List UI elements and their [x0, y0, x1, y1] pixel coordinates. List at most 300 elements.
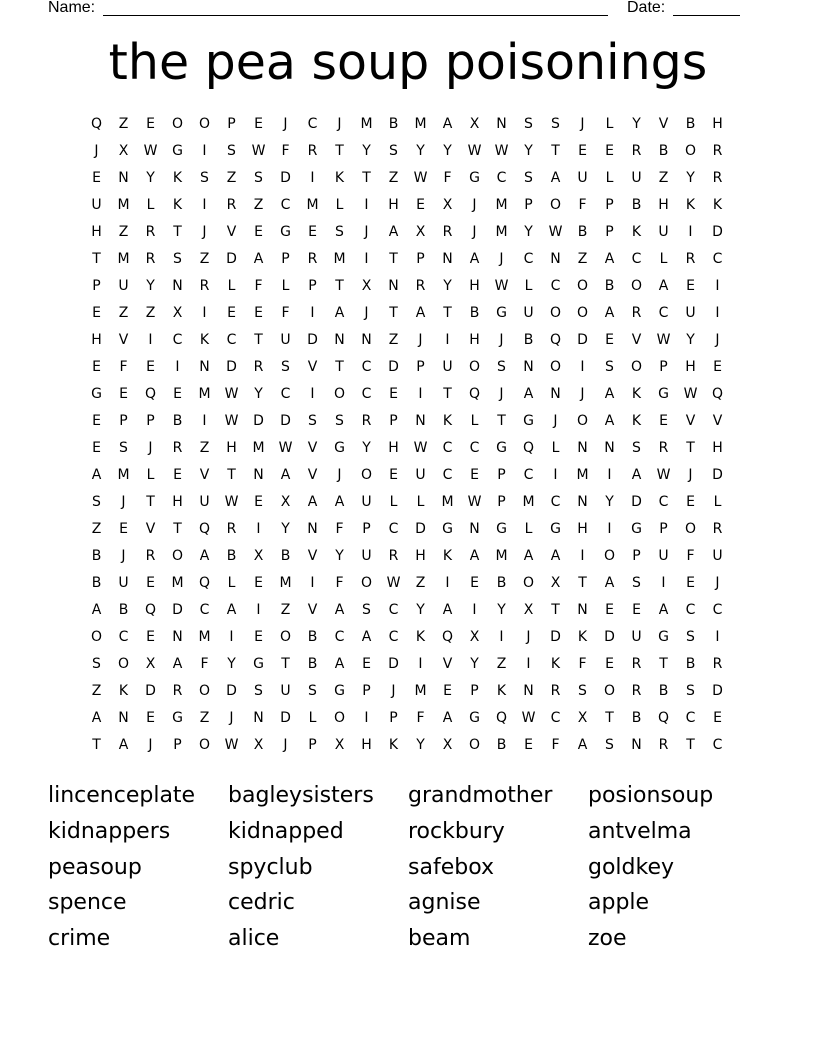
grid-letter[interactable]: H — [226, 440, 237, 456]
grid-letter[interactable]: K — [577, 629, 588, 645]
grid-letter[interactable]: G — [496, 521, 507, 537]
grid-letter[interactable]: C — [523, 467, 534, 483]
grid-letter[interactable]: R — [226, 521, 237, 537]
grid-letter[interactable]: L — [551, 440, 560, 456]
grid-letter[interactable]: Q — [468, 386, 481, 402]
grid-letter[interactable]: N — [388, 278, 399, 294]
grid-letter[interactable]: C — [388, 521, 399, 537]
grid-letter[interactable]: A — [280, 467, 291, 483]
grid-letter[interactable]: F — [578, 656, 587, 672]
grid-letter[interactable]: Z — [226, 170, 237, 186]
grid-letter[interactable]: C — [550, 494, 561, 510]
grid-letter[interactable]: D — [712, 683, 723, 699]
grid-letter[interactable]: P — [173, 737, 182, 753]
grid-letter[interactable]: N — [307, 521, 318, 537]
grid-letter[interactable]: A — [604, 413, 615, 429]
grid-letter[interactable]: U — [118, 278, 129, 294]
grid-letter[interactable]: R — [253, 359, 264, 375]
grid-letter[interactable]: N — [550, 251, 561, 267]
grid-letter[interactable]: I — [310, 575, 315, 591]
grid-letter[interactable]: W — [467, 143, 482, 159]
grid-letter[interactable]: U — [712, 548, 723, 564]
grid-letter[interactable]: C — [226, 332, 237, 348]
grid-letter[interactable]: Y — [416, 737, 425, 753]
grid-letter[interactable]: C — [280, 197, 291, 213]
grid-letter[interactable]: N — [550, 386, 561, 402]
grid-letter[interactable]: Y — [605, 494, 614, 510]
grid-letter[interactable]: J — [283, 737, 288, 753]
grid-letter[interactable]: E — [389, 386, 398, 402]
grid-letter[interactable]: T — [281, 656, 290, 672]
grid-letter[interactable]: R — [361, 413, 372, 429]
grid-letter[interactable]: R — [712, 656, 723, 672]
grid-letter[interactable]: N — [253, 467, 264, 483]
grid-letter[interactable]: E — [686, 494, 695, 510]
grid-letter[interactable]: Y — [686, 332, 695, 348]
grid-letter[interactable]: L — [146, 197, 155, 213]
grid-letter[interactable]: O — [630, 359, 643, 375]
grid-letter[interactable]: P — [605, 224, 614, 240]
grid-letter[interactable]: Z — [145, 305, 156, 321]
grid-letter[interactable]: S — [605, 737, 614, 753]
grid-letter[interactable]: M — [171, 575, 184, 591]
grid-letter[interactable]: P — [119, 413, 128, 429]
grid-letter[interactable]: D — [604, 629, 615, 645]
grid-letter[interactable]: S — [281, 359, 290, 375]
grid-letter[interactable]: V — [712, 413, 723, 429]
grid-letter[interactable]: H — [91, 224, 102, 240]
grid-letter[interactable]: F — [281, 143, 290, 159]
grid-letter[interactable]: J — [580, 386, 585, 402]
grid-letter[interactable]: E — [389, 467, 398, 483]
grid-letter[interactable]: G — [172, 710, 183, 726]
grid-letter[interactable]: E — [146, 575, 155, 591]
grid-letter[interactable]: T — [551, 602, 560, 618]
grid-letter[interactable]: K — [631, 386, 642, 402]
grid-letter[interactable]: T — [92, 251, 101, 267]
grid-letter[interactable]: R — [712, 521, 723, 537]
grid-letter[interactable]: T — [146, 494, 155, 510]
grid-letter[interactable]: N — [604, 440, 615, 456]
grid-letter[interactable]: G — [469, 170, 480, 186]
grid-letter[interactable]: A — [118, 737, 129, 753]
grid-letter[interactable]: C — [712, 251, 723, 267]
grid-letter[interactable]: Y — [443, 143, 452, 159]
grid-letter[interactable]: B — [658, 683, 669, 699]
grid-letter[interactable]: E — [308, 224, 317, 240]
grid-letter[interactable]: S — [92, 494, 101, 510]
grid-letter[interactable]: B — [172, 413, 183, 429]
grid-letter[interactable]: P — [92, 278, 101, 294]
grid-letter[interactable]: I — [202, 197, 207, 213]
grid-letter[interactable]: E — [254, 224, 263, 240]
grid-letter[interactable]: V — [307, 548, 318, 564]
grid-letter[interactable]: W — [386, 575, 401, 591]
grid-letter[interactable]: D — [307, 332, 318, 348]
grid-letter[interactable]: Y — [416, 143, 425, 159]
grid-letter[interactable]: Y — [227, 656, 236, 672]
grid-letter[interactable]: T — [92, 737, 101, 753]
grid-letter[interactable]: L — [416, 494, 425, 510]
grid-letter[interactable]: E — [92, 413, 101, 429]
grid-letter[interactable]: A — [253, 251, 264, 267]
grid-letter[interactable]: J — [580, 116, 585, 132]
grid-letter[interactable]: U — [631, 170, 642, 186]
grid-letter[interactable]: H — [388, 440, 399, 456]
grid-letter[interactable]: I — [310, 305, 315, 321]
grid-letter[interactable]: B — [496, 737, 507, 753]
grid-letter[interactable]: N — [334, 332, 345, 348]
grid-letter[interactable]: U — [361, 548, 372, 564]
grid-letter[interactable]: Y — [632, 116, 641, 132]
grid-letter[interactable]: F — [551, 737, 560, 753]
grid-letter[interactable]: E — [605, 332, 614, 348]
grid-letter[interactable]: K — [334, 170, 345, 186]
grid-letter[interactable]: T — [389, 251, 398, 267]
grid-letter[interactable]: C — [550, 278, 561, 294]
grid-letter[interactable]: K — [172, 197, 183, 213]
grid-letter[interactable]: Q — [522, 440, 535, 456]
grid-letter[interactable]: G — [550, 521, 561, 537]
grid-letter[interactable]: R — [685, 251, 696, 267]
grid-letter[interactable]: B — [631, 710, 642, 726]
grid-letter[interactable]: R — [658, 440, 669, 456]
grid-letter[interactable]: I — [472, 602, 477, 618]
grid-letter[interactable]: F — [119, 359, 128, 375]
grid-letter[interactable]: W — [251, 143, 266, 159]
grid-letter[interactable]: T — [362, 170, 371, 186]
grid-letter[interactable]: T — [443, 386, 452, 402]
grid-letter[interactable]: E — [92, 440, 101, 456]
grid-letter[interactable]: N — [118, 170, 129, 186]
grid-letter[interactable]: S — [524, 170, 533, 186]
grid-letter[interactable]: E — [362, 656, 371, 672]
grid-letter[interactable]: N — [496, 116, 507, 132]
grid-letter[interactable]: C — [658, 494, 669, 510]
grid-letter[interactable]: S — [308, 413, 317, 429]
grid-letter[interactable]: A — [91, 710, 102, 726]
grid-letter[interactable]: R — [631, 305, 642, 321]
grid-letter[interactable]: H — [685, 359, 696, 375]
grid-letter[interactable]: S — [686, 683, 695, 699]
grid-letter[interactable]: Z — [199, 440, 210, 456]
grid-letter[interactable]: I — [445, 575, 450, 591]
grid-letter[interactable]: O — [198, 737, 211, 753]
grid-letter[interactable]: L — [605, 170, 614, 186]
grid-letter[interactable]: L — [524, 278, 533, 294]
grid-letter[interactable]: A — [199, 548, 210, 564]
grid-letter[interactable]: G — [253, 656, 264, 672]
grid-letter[interactable]: A — [307, 494, 318, 510]
grid-letter[interactable]: N — [172, 629, 183, 645]
grid-letter[interactable]: K — [496, 683, 507, 699]
grid-letter[interactable]: A — [334, 494, 345, 510]
grid-letter[interactable]: P — [659, 521, 668, 537]
grid-letter[interactable]: X — [145, 656, 156, 672]
grid-letter[interactable]: D — [226, 683, 237, 699]
grid-letter[interactable]: J — [148, 440, 153, 456]
grid-letter[interactable]: O — [468, 737, 481, 753]
grid-letter[interactable]: D — [577, 332, 588, 348]
grid-letter[interactable]: E — [146, 116, 155, 132]
grid-letter[interactable]: I — [607, 467, 612, 483]
grid-letter[interactable]: G — [658, 386, 669, 402]
grid-letter[interactable]: M — [306, 197, 319, 213]
grid-letter[interactable]: R — [442, 224, 453, 240]
grid-letter[interactable]: O — [117, 656, 130, 672]
grid-letter[interactable]: R — [172, 440, 183, 456]
grid-letter[interactable]: A — [550, 548, 561, 564]
grid-letter[interactable]: E — [605, 602, 614, 618]
grid-letter[interactable]: W — [413, 440, 428, 456]
grid-letter[interactable]: L — [605, 116, 614, 132]
grid-letter[interactable]: C — [712, 602, 723, 618]
grid-letter[interactable]: X — [469, 629, 480, 645]
grid-letter[interactable]: D — [415, 521, 426, 537]
grid-letter[interactable]: H — [415, 548, 426, 564]
grid-letter[interactable]: W — [224, 737, 239, 753]
grid-letter[interactable]: I — [418, 656, 423, 672]
grid-letter[interactable]: W — [494, 278, 509, 294]
grid-letter[interactable]: A — [469, 251, 480, 267]
grid-letter[interactable]: C — [172, 332, 183, 348]
grid-letter[interactable]: V — [118, 332, 129, 348]
grid-letter[interactable]: K — [631, 413, 642, 429]
grid-letter[interactable]: J — [94, 143, 99, 159]
grid-letter[interactable]: I — [661, 575, 666, 591]
grid-letter[interactable]: A — [388, 224, 399, 240]
grid-letter[interactable]: R — [307, 251, 318, 267]
grid-letter[interactable]: M — [333, 251, 346, 267]
grid-letter[interactable]: A — [604, 251, 615, 267]
grid-letter[interactable]: B — [577, 224, 588, 240]
grid-letter[interactable]: U — [280, 332, 291, 348]
grid-letter[interactable]: V — [685, 413, 696, 429]
grid-letter[interactable]: O — [576, 278, 589, 294]
grid-letter[interactable]: J — [472, 224, 477, 240]
grid-letter[interactable]: L — [713, 494, 722, 510]
grid-letter[interactable]: T — [497, 413, 506, 429]
grid-letter[interactable]: N — [415, 413, 426, 429]
grid-letter[interactable]: G — [631, 521, 642, 537]
grid-letter[interactable]: Y — [416, 602, 425, 618]
grid-letter[interactable]: L — [281, 278, 290, 294]
grid-letter[interactable]: L — [659, 251, 668, 267]
grid-letter[interactable]: L — [308, 710, 317, 726]
grid-letter[interactable]: P — [146, 413, 155, 429]
grid-letter[interactable]: R — [172, 683, 183, 699]
grid-letter[interactable]: C — [685, 602, 696, 618]
grid-letter[interactable]: C — [523, 251, 534, 267]
grid-letter[interactable]: O — [333, 710, 346, 726]
grid-letter[interactable]: E — [119, 521, 128, 537]
grid-letter[interactable]: W — [224, 413, 239, 429]
grid-letter[interactable]: J — [499, 251, 504, 267]
grid-letter[interactable]: A — [91, 602, 102, 618]
grid-letter[interactable]: Z — [388, 332, 399, 348]
grid-letter[interactable]: R — [307, 143, 318, 159]
grid-letter[interactable]: P — [524, 197, 533, 213]
grid-letter[interactable]: D — [631, 494, 642, 510]
grid-letter[interactable]: Q — [198, 575, 211, 591]
grid-letter[interactable]: A — [334, 656, 345, 672]
grid-letter[interactable]: Z — [415, 575, 426, 591]
grid-letter[interactable]: F — [335, 521, 344, 537]
grid-letter[interactable]: Y — [362, 143, 371, 159]
grid-letter[interactable]: O — [603, 548, 616, 564]
grid-letter[interactable]: E — [443, 683, 452, 699]
grid-letter[interactable]: C — [712, 737, 723, 753]
grid-letter[interactable]: S — [308, 683, 317, 699]
grid-letter[interactable]: N — [577, 602, 588, 618]
grid-letter[interactable]: D — [226, 359, 237, 375]
grid-letter[interactable]: D — [712, 467, 723, 483]
grid-letter[interactable]: N — [577, 440, 588, 456]
grid-letter[interactable]: F — [416, 710, 425, 726]
grid-letter[interactable]: G — [496, 305, 507, 321]
grid-letter[interactable]: P — [308, 737, 317, 753]
grid-letter[interactable]: I — [310, 170, 315, 186]
grid-letter[interactable]: C — [118, 629, 129, 645]
name-blank-line[interactable] — [103, 15, 608, 16]
grid-letter[interactable]: J — [148, 737, 153, 753]
grid-letter[interactable]: M — [252, 440, 265, 456]
grid-letter[interactable]: J — [526, 629, 531, 645]
grid-letter[interactable]: G — [496, 440, 507, 456]
grid-letter[interactable]: Q — [495, 710, 508, 726]
grid-letter[interactable]: E — [254, 575, 263, 591]
grid-letter[interactable]: U — [415, 467, 426, 483]
grid-letter[interactable]: Z — [118, 224, 129, 240]
grid-letter[interactable]: F — [443, 170, 452, 186]
grid-letter[interactable]: D — [280, 170, 291, 186]
grid-letter[interactable]: U — [685, 305, 696, 321]
grid-letter[interactable]: S — [362, 602, 371, 618]
grid-letter[interactable]: I — [364, 710, 369, 726]
grid-letter[interactable]: B — [685, 656, 696, 672]
grid-letter[interactable]: V — [442, 656, 453, 672]
grid-letter[interactable]: I — [499, 629, 504, 645]
grid-letter[interactable]: I — [256, 602, 261, 618]
grid-letter[interactable]: M — [279, 575, 292, 591]
grid-letter[interactable]: E — [173, 386, 182, 402]
grid-letter[interactable]: A — [604, 386, 615, 402]
grid-letter[interactable]: Z — [577, 251, 588, 267]
grid-letter[interactable]: A — [577, 737, 588, 753]
grid-letter[interactable]: Q — [144, 602, 157, 618]
grid-letter[interactable]: S — [227, 143, 236, 159]
grid-letter[interactable]: P — [389, 710, 398, 726]
grid-letter[interactable]: W — [548, 224, 563, 240]
grid-letter[interactable]: H — [577, 521, 588, 537]
grid-letter[interactable]: A — [442, 710, 453, 726]
grid-letter[interactable]: A — [415, 305, 426, 321]
grid-letter[interactable]: O — [198, 116, 211, 132]
grid-letter[interactable]: M — [198, 629, 211, 645]
grid-letter[interactable]: O — [333, 386, 346, 402]
grid-letter[interactable]: Y — [686, 170, 695, 186]
grid-letter[interactable]: B — [226, 548, 237, 564]
grid-letter[interactable]: E — [659, 413, 668, 429]
grid-letter[interactable]: N — [577, 494, 588, 510]
grid-letter[interactable]: X — [172, 305, 183, 321]
grid-letter[interactable]: G — [172, 143, 183, 159]
grid-letter[interactable]: N — [469, 521, 480, 537]
grid-letter[interactable]: X — [523, 602, 534, 618]
grid-letter[interactable]: D — [253, 413, 264, 429]
grid-letter[interactable]: P — [281, 251, 290, 267]
grid-letter[interactable]: N — [631, 737, 642, 753]
grid-letter[interactable]: E — [416, 197, 425, 213]
grid-letter[interactable]: C — [550, 710, 561, 726]
grid-letter[interactable]: E — [713, 710, 722, 726]
grid-letter[interactable]: S — [119, 440, 128, 456]
grid-letter[interactable]: Q — [549, 332, 562, 348]
grid-letter[interactable]: I — [715, 629, 720, 645]
grid-letter[interactable]: B — [523, 332, 534, 348]
grid-letter[interactable]: J — [499, 332, 504, 348]
grid-letter[interactable]: T — [389, 305, 398, 321]
grid-letter[interactable]: N — [361, 332, 372, 348]
grid-letter[interactable]: V — [658, 116, 669, 132]
grid-letter[interactable]: T — [254, 332, 263, 348]
grid-letter[interactable]: L — [524, 521, 533, 537]
grid-letter[interactable]: T — [686, 440, 695, 456]
grid-letter[interactable]: C — [496, 170, 507, 186]
grid-letter[interactable]: Q — [711, 386, 724, 402]
grid-letter[interactable]: H — [172, 494, 183, 510]
grid-letter[interactable]: P — [605, 197, 614, 213]
grid-letter[interactable]: I — [175, 359, 180, 375]
grid-letter[interactable]: C — [361, 386, 372, 402]
grid-letter[interactable]: N — [118, 710, 129, 726]
grid-letter[interactable]: Y — [335, 548, 344, 564]
grid-letter[interactable]: K — [631, 224, 642, 240]
grid-letter[interactable]: T — [443, 305, 452, 321]
grid-letter[interactable]: N — [172, 278, 183, 294]
grid-letter[interactable]: P — [632, 548, 641, 564]
grid-letter[interactable]: S — [524, 116, 533, 132]
grid-letter[interactable]: D — [226, 251, 237, 267]
grid-letter[interactable]: X — [550, 575, 561, 591]
grid-letter[interactable]: J — [715, 332, 720, 348]
grid-letter[interactable]: E — [470, 575, 479, 591]
grid-letter[interactable]: N — [523, 359, 534, 375]
grid-letter[interactable]: X — [361, 278, 372, 294]
grid-letter[interactable]: A — [604, 305, 615, 321]
grid-letter[interactable]: T — [578, 575, 587, 591]
grid-letter[interactable]: V — [307, 440, 318, 456]
grid-letter[interactable]: D — [145, 683, 156, 699]
grid-letter[interactable]: Z — [91, 521, 102, 537]
grid-letter[interactable]: O — [360, 575, 373, 591]
grid-letter[interactable]: Z — [388, 170, 399, 186]
grid-letter[interactable]: E — [254, 494, 263, 510]
grid-letter[interactable]: A — [361, 629, 372, 645]
grid-letter[interactable]: W — [224, 386, 239, 402]
grid-letter[interactable]: B — [469, 305, 480, 321]
grid-letter[interactable]: P — [470, 683, 479, 699]
grid-letter[interactable]: O — [684, 143, 697, 159]
grid-letter[interactable]: M — [495, 197, 508, 213]
grid-letter[interactable]: E — [686, 575, 695, 591]
grid-letter[interactable]: E — [254, 629, 263, 645]
grid-letter[interactable]: S — [551, 116, 560, 132]
grid-letter[interactable]: J — [499, 386, 504, 402]
grid-letter[interactable]: I — [229, 629, 234, 645]
grid-letter[interactable]: M — [117, 251, 130, 267]
grid-letter[interactable]: Z — [253, 197, 264, 213]
